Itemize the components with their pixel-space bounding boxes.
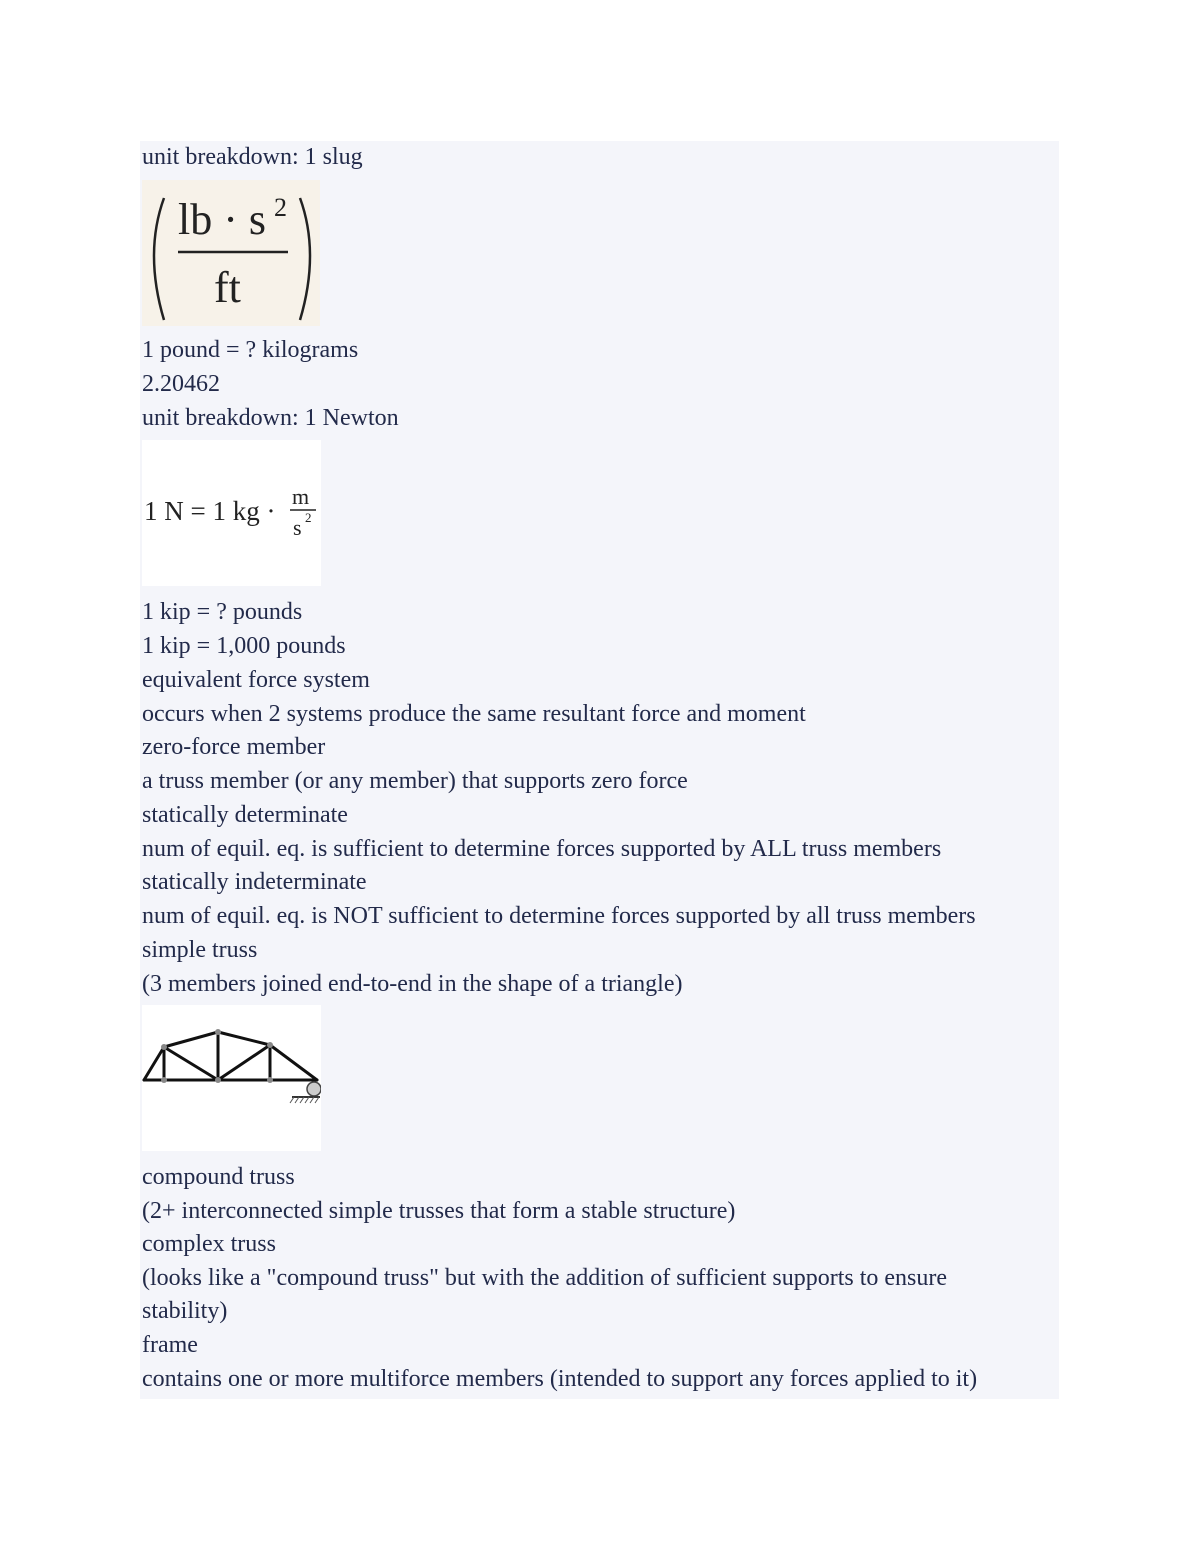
answer-kip: 1 kip = 1,000 pounds bbox=[142, 633, 346, 659]
newton-lhs: 1 N = 1 kg · bbox=[144, 496, 276, 526]
question-pound: 1 pound = ? kilograms bbox=[142, 337, 359, 363]
def-zero-force-member: a truss member (or any member) that supports zero force bbox=[142, 768, 688, 794]
def-frame: contains one or more multiforce members (intended to support any forces applied to it) bbox=[142, 1366, 978, 1392]
term-statically-determinate: statically determinate bbox=[142, 802, 348, 828]
def-complex-truss-line1: (looks like a "compound truss" but with the addition of sufficient supports to ensure bbox=[142, 1265, 948, 1291]
answer-pound: 2.20462 bbox=[142, 371, 220, 397]
def-statically-indeterminate: num of equil. eq. is NOT sufficient to determine forces supported by all truss members bbox=[142, 903, 976, 929]
def-statically-determinate: num of equil. eq. is sufficient to determine forces supported by ALL truss members bbox=[142, 836, 942, 862]
term-zero-force-member: zero-force member bbox=[142, 734, 326, 760]
term-equivalent-force-system: equivalent force system bbox=[142, 667, 370, 693]
slug-formula-image bbox=[142, 180, 320, 326]
newton-formula-image bbox=[142, 440, 321, 586]
question-kip: 1 kip = ? pounds bbox=[142, 599, 303, 625]
newton-numerator: m bbox=[292, 484, 310, 509]
term-simple-truss: simple truss bbox=[142, 937, 258, 963]
term-frame: frame bbox=[142, 1332, 198, 1358]
term-slug: unit breakdown: 1 slug bbox=[142, 144, 363, 170]
def-equivalent-force-system: occurs when 2 systems produce the same resultant force and moment bbox=[142, 701, 806, 727]
def-compound-truss: (2+ interconnected simple trusses that form a stable structure) bbox=[142, 1198, 736, 1224]
truss-diagram-image bbox=[142, 1005, 321, 1151]
def-simple-truss: (3 members joined end-to-end in the shape of a triangle) bbox=[142, 971, 683, 997]
def-complex-truss-line2: stability) bbox=[142, 1298, 228, 1324]
slug-denominator: ft bbox=[214, 263, 241, 312]
slug-exponent: 2 bbox=[274, 193, 287, 222]
term-compound-truss: compound truss bbox=[142, 1164, 295, 1190]
term-statically-indeterminate: statically indeterminate bbox=[142, 869, 367, 895]
newton-exponent: 2 bbox=[305, 510, 312, 525]
newton-denominator: s bbox=[293, 515, 302, 540]
term-complex-truss: complex truss bbox=[142, 1231, 276, 1257]
slug-numerator: lb · s bbox=[178, 195, 266, 244]
term-newton: unit breakdown: 1 Newton bbox=[142, 405, 399, 431]
